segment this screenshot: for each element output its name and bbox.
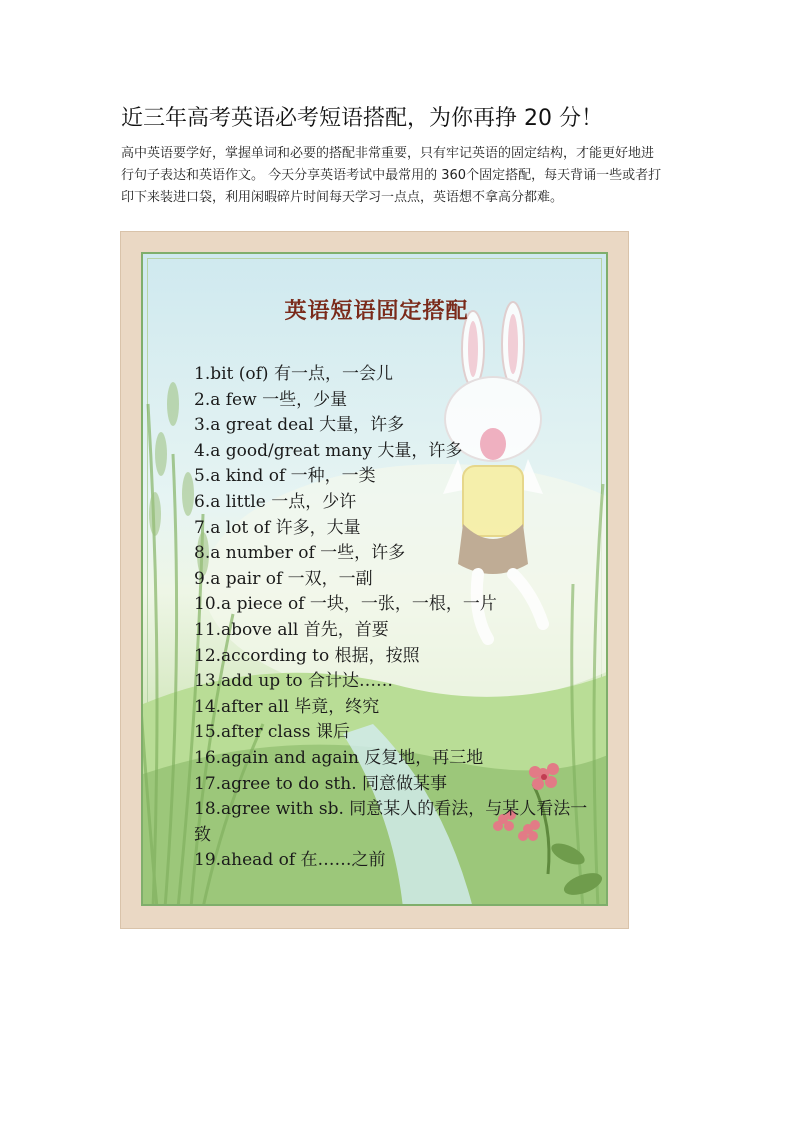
list-item: 1.bit (of) 有一点，一会儿 [194, 364, 393, 384]
list-item: 8.a number of 一些，许多 [194, 543, 406, 564]
list-item: 7.a lot of 许多，大量 [194, 517, 361, 538]
list-item: 16.again and again 反复地，再三地 [194, 747, 484, 768]
list-item: 13.add up to 合计达…… [194, 671, 394, 692]
list-item: 2.a few 一些，少量 [194, 389, 348, 410]
article-title: 近三年高考英语必考短语搭配，为你再挣 20 分！ [121, 106, 603, 131]
list-item: 18.agree with sb. 同意某人的看法，与某人看法一致 [194, 799, 588, 845]
list-item: 15.after class 课后 [194, 722, 350, 743]
list-item: 3.a great deal 大量，许多 [194, 415, 405, 436]
list-item: 4.a good/great many 大量，许多 [194, 440, 463, 461]
list-item: 14.after all 毕竟，终究 [194, 696, 380, 717]
list-item: 17.agree to do sth. 同意做某事 [194, 773, 448, 794]
phrase-list [194, 362, 594, 874]
list-item: 6.a little 一点，少许 [194, 491, 357, 512]
list-item: 10.a piece of 一块，一张，一根，一片 [194, 594, 497, 615]
poster-title: 英语短语固定搭配 [284, 298, 469, 324]
list-item: 11.above all 首先，首要 [194, 619, 389, 640]
list-item: 12.according to 根据，按照 [194, 645, 420, 666]
poster-panel [141, 252, 608, 906]
list-item: 5.a kind of 一种，一类 [194, 466, 376, 487]
list-item: 9.a pair of 一双，一副 [194, 568, 373, 589]
article-intro: 高中英语要学好，掌握单词和必要的搭配非常重要，只有牢记英语的固定结构，才能更好地进行句子表达和英语作文。 今天分享英语考试中最常用的 360个固定搭配，每天背诵一些或者打印下来装进口袋，利用闲暇碎片时间每天学习一点点，英语想不拿高分都难。 [121, 146, 662, 205]
list-item: 19.ahead of 在……之前 [194, 850, 386, 871]
poster-image [120, 231, 629, 929]
